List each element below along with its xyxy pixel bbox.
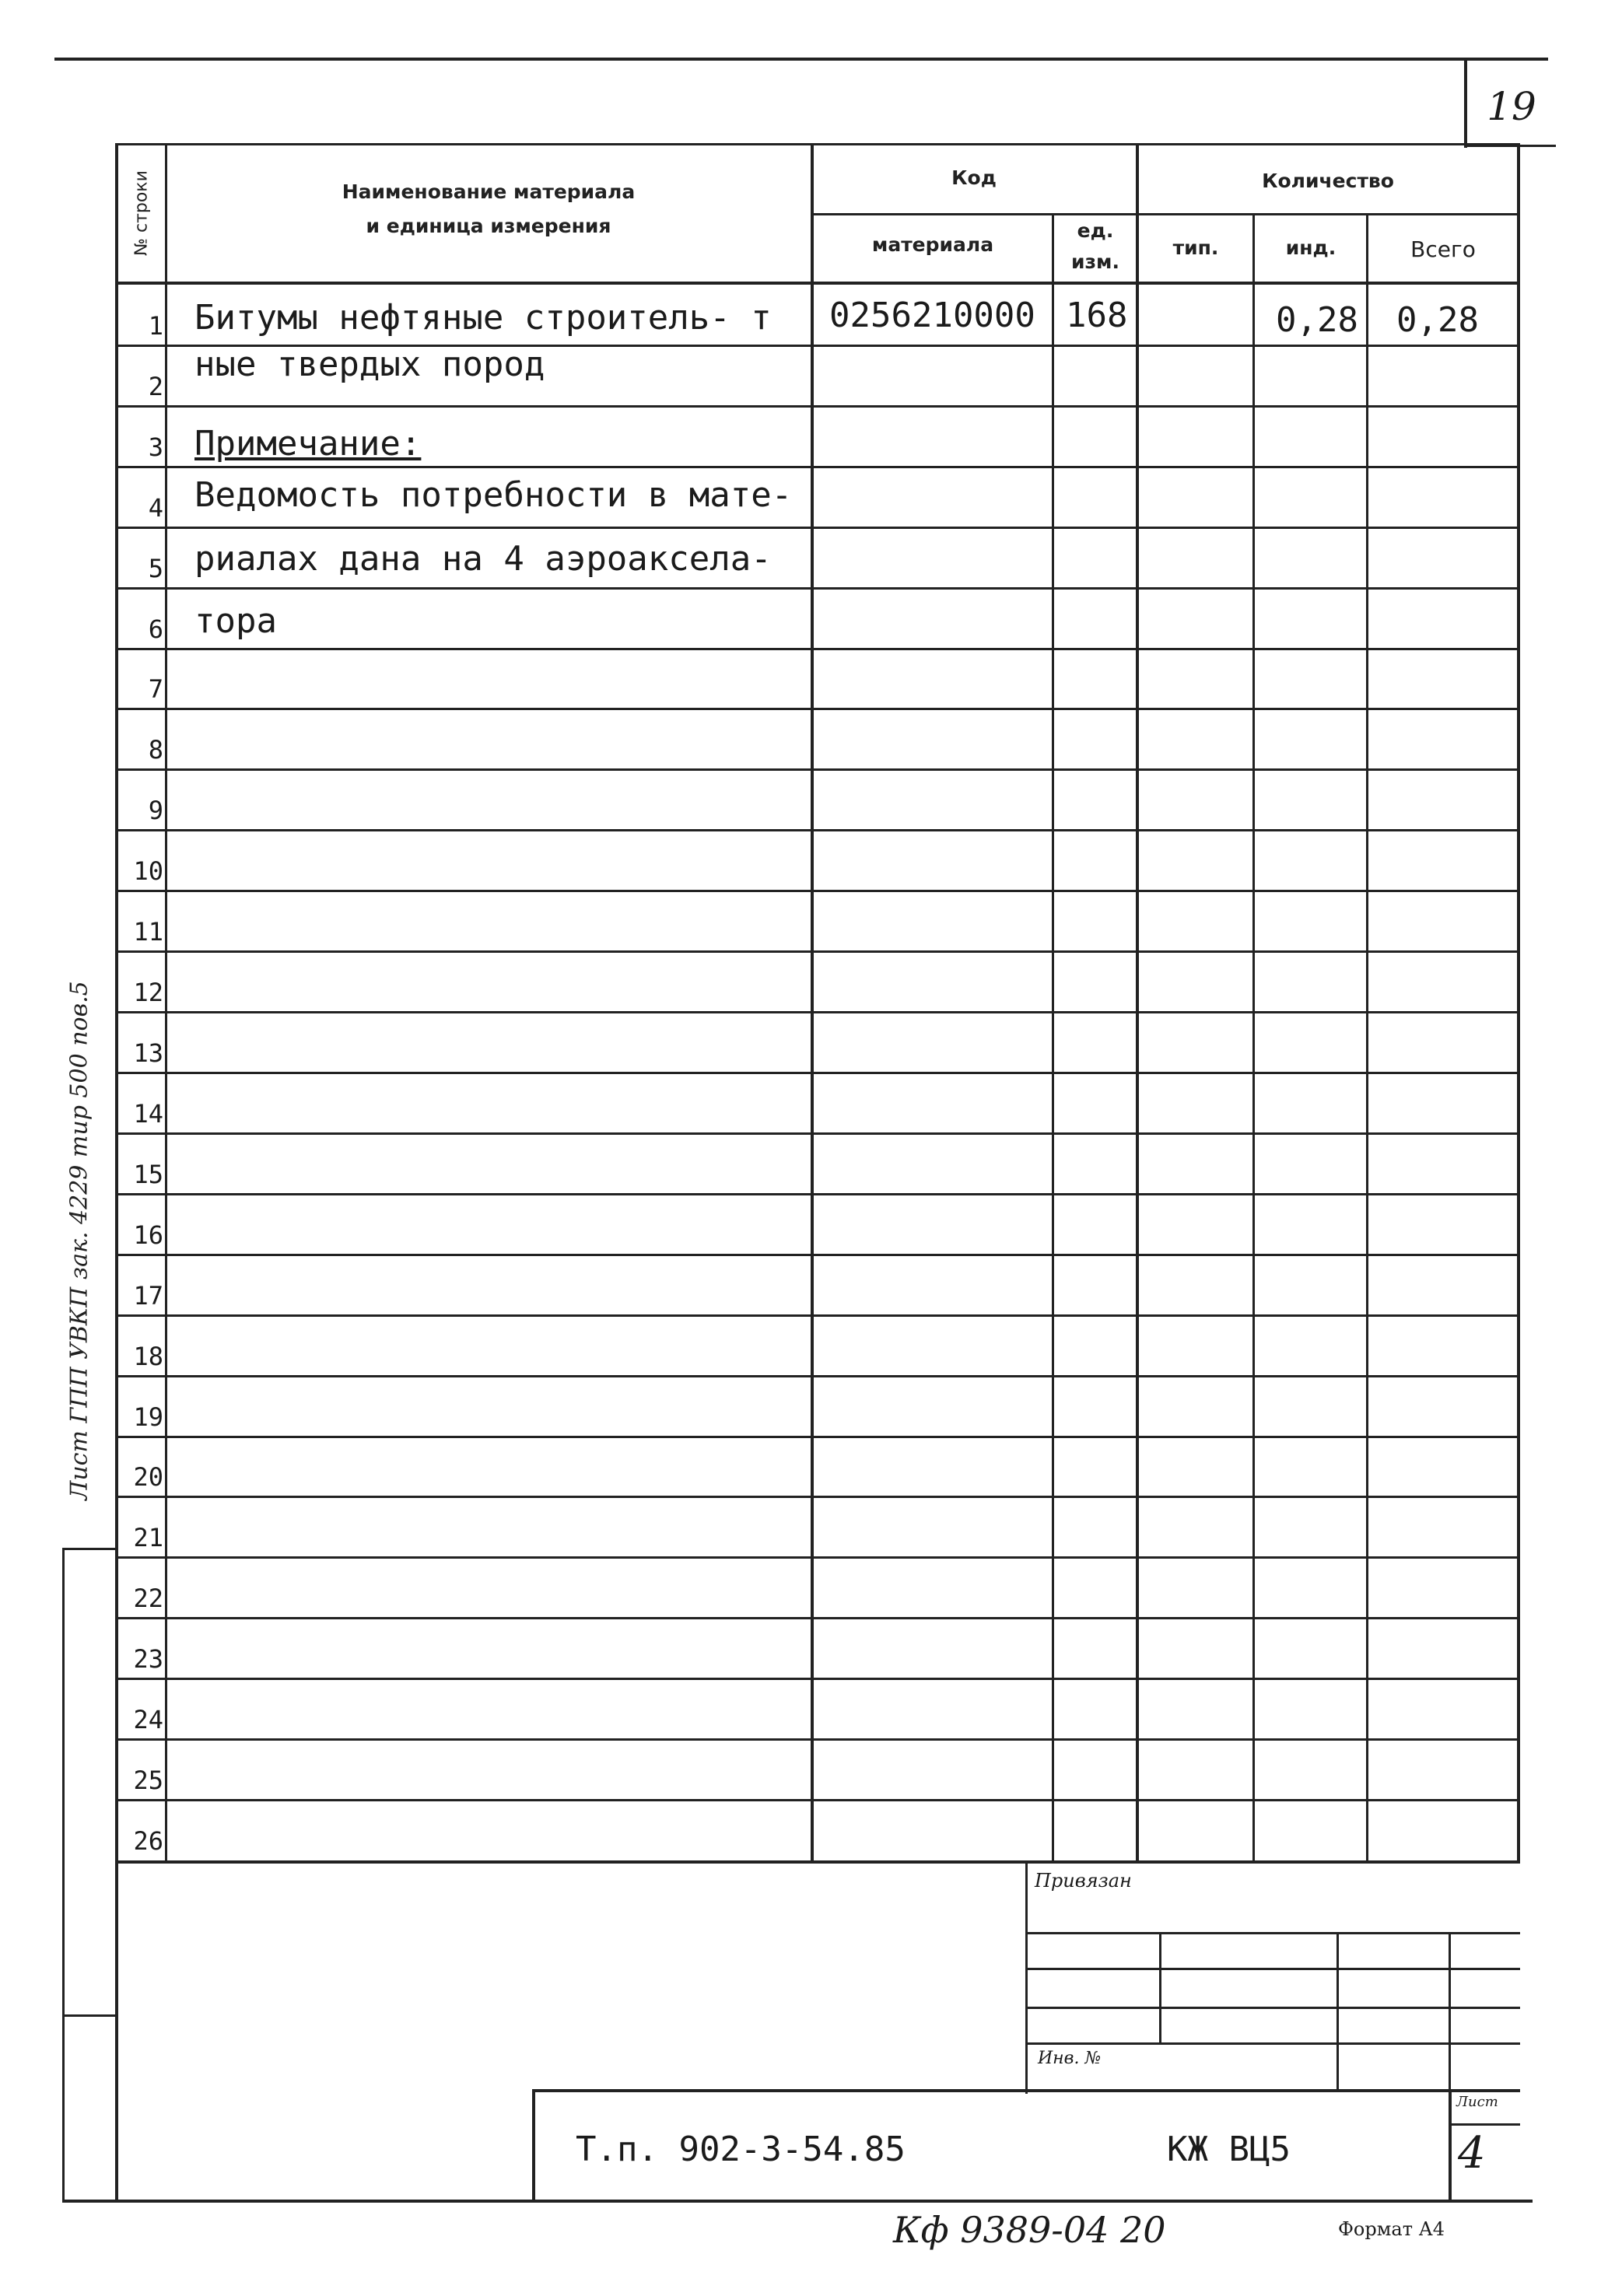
- quantity-header: Количество: [1262, 170, 1394, 192]
- row-line: [115, 890, 1520, 892]
- sheet-box-left: [1449, 2089, 1452, 2203]
- inventory-number-label: Инв. №: [1038, 2049, 1102, 2068]
- row-number: 2: [148, 372, 163, 401]
- row-line: [115, 1314, 1520, 1317]
- row-number: 8: [148, 735, 163, 765]
- table-right-border: [1517, 143, 1520, 1864]
- row-line: [115, 648, 1520, 650]
- row-line: [115, 587, 1520, 590]
- approval-row-4: [1025, 2042, 1520, 2045]
- row-number: 14: [133, 1099, 163, 1129]
- row-line: [115, 1132, 1520, 1135]
- row-line: [115, 1072, 1520, 1074]
- ind-header: инд.: [1285, 236, 1336, 259]
- binding-strip-top: [62, 1548, 117, 1550]
- col-line-unit: [1136, 143, 1139, 1864]
- stamp-top-border: [115, 1860, 1520, 1864]
- approval-row-2: [1025, 1968, 1520, 1970]
- row-line: [115, 768, 1520, 771]
- row-number: 18: [133, 1342, 163, 1371]
- table-top-border: [115, 143, 1520, 145]
- row-number: 4: [148, 493, 163, 523]
- sheet-label: Лист: [1456, 2094, 1498, 2110]
- page-bottom-rule: [62, 2200, 1533, 2203]
- row-number: 3: [148, 432, 163, 462]
- top-rule: [54, 58, 1548, 61]
- row-line: [115, 1556, 1520, 1559]
- row-line: [115, 950, 1520, 953]
- format-label: Формат А4: [1338, 2218, 1445, 2240]
- row-line: [115, 1436, 1520, 1438]
- document-code: КЖ ВЦ5: [1167, 2130, 1291, 2169]
- name-header-line1: Наименование материала: [342, 180, 636, 203]
- code-header: Код: [951, 166, 997, 189]
- page-number-box-border: [1464, 58, 1467, 148]
- row-number: 22: [133, 1584, 163, 1613]
- row-line: [115, 1738, 1520, 1741]
- row-line: [115, 1617, 1520, 1619]
- side-stamp: Лист ГПП УВКП зак. 4229 тир 500 пов.5: [65, 981, 93, 1500]
- title-block-left: [532, 2089, 535, 2203]
- name-header-line2: и единица измерения: [366, 215, 611, 237]
- stamp-left-border: [115, 1860, 118, 2203]
- row-5-name: риалах дана на 4 аэроаксела-: [194, 539, 772, 579]
- typ-header: тип.: [1172, 236, 1219, 259]
- approval-row-3: [1025, 2007, 1520, 2009]
- row-line: [115, 1011, 1520, 1013]
- header-sub-line: [811, 213, 1520, 215]
- col-line-ind: [1366, 213, 1368, 1864]
- row-line: [115, 1496, 1520, 1498]
- row-number: 26: [133, 1826, 163, 1856]
- row-1-total: 0,28: [1396, 300, 1479, 340]
- approval-col-2: [1336, 1932, 1339, 2092]
- row-number: 13: [133, 1038, 163, 1068]
- unit-header-line1: ед.: [1077, 219, 1114, 242]
- row-number: 20: [133, 1462, 163, 1492]
- designation-text: Т.п. 902-3-54.85: [576, 2130, 906, 2169]
- approval-row-1: [1025, 1932, 1520, 1934]
- unit-header-line2: изм.: [1071, 250, 1119, 273]
- row-number: 1: [148, 311, 163, 341]
- row-2-name: ные твердых пород: [194, 345, 545, 384]
- sheet-box-divider: [1449, 2123, 1520, 2126]
- binding-strip-left: [62, 1548, 65, 2201]
- row-number: 19: [133, 1402, 163, 1432]
- row-line: [115, 405, 1520, 408]
- row-line: [115, 466, 1520, 468]
- row-line: [115, 1254, 1520, 1256]
- row-number: 16: [133, 1220, 163, 1250]
- row-number: 15: [133, 1160, 163, 1189]
- row-number: 9: [148, 796, 163, 825]
- row-1-unit: 168: [1066, 296, 1128, 335]
- approval-col-3: [1449, 1932, 1451, 2092]
- sheet-number: 4: [1458, 2128, 1486, 2179]
- row-line: [115, 527, 1520, 529]
- material-code-header: материала: [871, 233, 994, 256]
- row-number-header: № строки: [131, 170, 152, 256]
- page-number: 19: [1487, 84, 1536, 129]
- header-bottom-line: [115, 282, 1520, 285]
- row-number: 21: [133, 1523, 163, 1552]
- binding-label: Привязан: [1035, 1870, 1132, 1892]
- row-number: 7: [148, 674, 163, 704]
- row-number: 23: [133, 1644, 163, 1674]
- row-number: 17: [133, 1281, 163, 1311]
- row-number: 10: [133, 856, 163, 886]
- col-line-name: [811, 143, 814, 1864]
- col-line-material: [1052, 213, 1054, 1864]
- row-number: 5: [148, 554, 163, 583]
- row-number: 24: [133, 1705, 163, 1734]
- row-line: [115, 1678, 1520, 1680]
- copy-mark: Кф 9389-04 20: [893, 2209, 1166, 2251]
- binding-strip-mid: [62, 2014, 117, 2017]
- row-1-name: Битумы нефтяные строитель- т: [194, 298, 772, 338]
- row-number: 25: [133, 1766, 163, 1795]
- row-line: [115, 1799, 1520, 1801]
- row-3-name: Примечание:: [194, 424, 422, 464]
- row-number: 6: [148, 614, 163, 644]
- total-header: Всего: [1410, 236, 1476, 262]
- title-block-top: [532, 2089, 1520, 2092]
- row-line: [115, 1375, 1520, 1377]
- row-number: 11: [133, 917, 163, 947]
- row-line: [115, 1193, 1520, 1195]
- row-number: 12: [133, 978, 163, 1007]
- row-6-name: тора: [194, 601, 277, 641]
- row-1-code: 0256210000: [829, 296, 1035, 335]
- approval-grid-left: [1025, 1860, 1028, 2094]
- row-line: [115, 708, 1520, 710]
- col-line-rownum: [165, 143, 167, 1864]
- row-line: [115, 829, 1520, 831]
- approval-col-1: [1159, 1932, 1161, 2042]
- row-1-ind: 0,28: [1276, 300, 1358, 340]
- col-line-typ: [1252, 213, 1255, 1864]
- row-4-name: Ведомость потребности в мате-: [194, 475, 793, 515]
